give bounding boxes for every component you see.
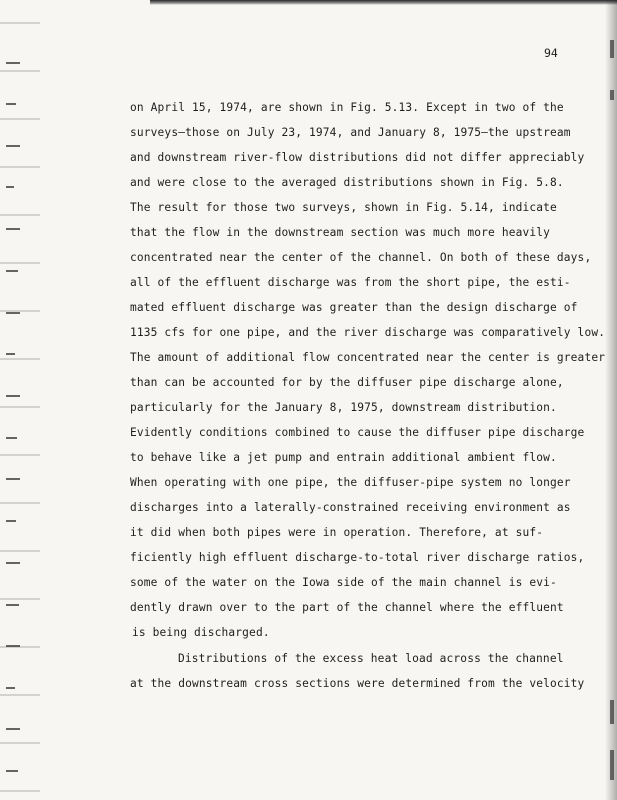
text-line: The result for those two surveys, shown in Fig. 5.14, indicate: [130, 201, 557, 214]
scan-top-edge: [150, 0, 617, 5]
scan-right-edge: [605, 0, 617, 800]
page-number: 94: [544, 46, 558, 60]
text-line: discharges into a laterally-constrained receiving environment as: [130, 501, 571, 514]
text-line: on April 15, 1974, are shown in Fig. 5.13. Except in two of the: [130, 101, 564, 114]
text-line: concentrated near the center of the channel. On both of these days,: [130, 251, 592, 264]
text-line: particularly for the January 8, 1975, downstream distribution.: [130, 401, 557, 414]
text-line: and were close to the averaged distributions shown in Fig. 5.8.: [130, 176, 564, 189]
text-line: Evidently conditions combined to cause the diffuser pipe discharge: [130, 426, 585, 439]
text-line: and downstream river-flow distributions did not differ appreciably: [130, 151, 585, 164]
text-line: to behave like a jet pump and entrain additional ambient flow.: [130, 451, 557, 464]
text-line: dently drawn over to the part of the channel where the effluent: [130, 601, 564, 614]
text-line: When operating with one pipe, the diffuser-pipe system no longer: [130, 476, 571, 489]
text-line: surveys—those on July 23, 1974, and January 8, 1975—the upstream: [130, 126, 571, 139]
text-line-indented: Distributions of the excess heat load across the channel: [178, 652, 564, 665]
text-line: ficiently high effluent discharge-to-total river discharge ratios,: [130, 551, 585, 564]
text-line: is being discharged.: [132, 626, 270, 639]
text-line: mated effluent discharge was greater than the design discharge of: [130, 301, 578, 314]
text-line: 1135 cfs for one pipe, and the river discharge was comparatively low.: [130, 326, 606, 339]
text-line: than can be accounted for by the diffuser pipe discharge alone,: [130, 376, 564, 389]
text-line: The amount of additional flow concentrated near the center is greater: [130, 351, 606, 364]
scan-left-edge: [0, 0, 40, 800]
text-line: it did when both pipes were in operation. Therefore, at suf-: [130, 526, 544, 539]
text-line: that the flow in the downstream section was much more heavily: [130, 226, 551, 239]
text-line: at the downstream cross sections were determined from the velocity: [130, 677, 585, 690]
text-line: some of the water on the Iowa side of the main channel is evi-: [130, 576, 557, 589]
text-line: all of the effluent discharge was from the short pipe, the esti-: [130, 276, 571, 289]
